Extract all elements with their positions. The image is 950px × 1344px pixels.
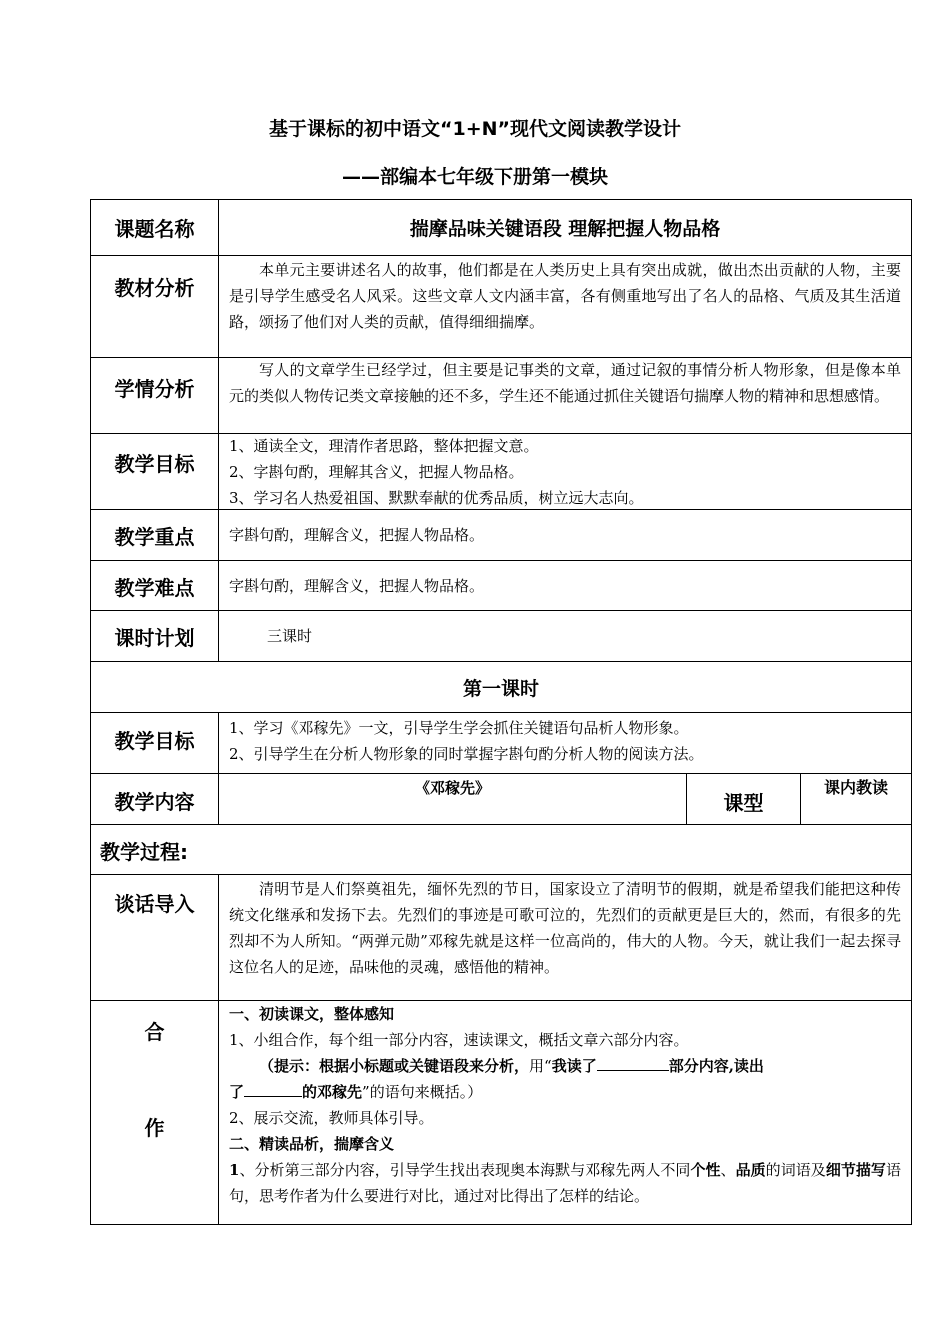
intro-label: 谈话导入 xyxy=(114,891,195,916)
document-subtitle: ——部编本七年级下册第一模块 xyxy=(341,166,608,188)
coop-label-1: 合 xyxy=(144,1019,165,1044)
document-title: 基于课标的初中语文“1+N”现代文阅读教学设计 xyxy=(268,118,682,140)
schedule-label: 课时计划 xyxy=(114,625,195,650)
focus-text: 字斟句酌，理解含义，把握人物品格。 xyxy=(229,526,485,544)
difficulty-text: 字斟句酌，理解含义，把握人物品格。 xyxy=(229,577,485,595)
topic-label: 课题名称 xyxy=(114,217,195,241)
coop-content xyxy=(219,1001,911,1209)
difficulty-label: 教学难点 xyxy=(114,575,195,600)
content-label: 教学内容 xyxy=(114,789,195,814)
process-label: 教学过程: xyxy=(100,839,188,864)
goal-item: 3、学习名人热爱祖国、默默奉献的优秀品质，树立远大志向。 xyxy=(229,489,644,507)
goal-item: 1、通读全文，理清作者思路，整体把握文意。 xyxy=(229,437,539,455)
fill-blank-2 xyxy=(244,1095,302,1097)
coop-heading-1: 一、初读课文，整体感知 xyxy=(229,1005,395,1023)
goals-list xyxy=(219,433,911,511)
students-text: 写人的文章学生已经学过，但主要是记事类的文章，通过记叙的事情分析人物形象，但是像本单元的类似人物传记类文章接触的还不多，学生还不能通过抓住关键语句揣摩人物的精神和思想感情。 xyxy=(229,361,901,405)
material-label: 教材分析 xyxy=(114,275,195,300)
intro-text: 清明节是人们祭奠祖先，缅怀先烈的节日，国家设立了清明节的假期，就是希望我们能把这种传统文化继承和发扬下去。先烈们的事迹是可歌可泣的，先烈们的贡献更是巨大的，然而，有很多的先烈却不为人所知。“两弹元勋”邓稼先就是这样一位高尚的，伟大的人物。今天，就让我们一起去探寻这位名人的足迹，品味他的灵魂，感悟他的精神。 xyxy=(229,880,901,976)
coop-hint-cont: 了 的邓稼先”的语句来概括。） xyxy=(229,1083,483,1101)
coop-step-1: 1、小组合作，每个组一部分内容，速读课文，概括文章六部分内容。 xyxy=(229,1031,689,1049)
topic-value: 揣摩品味关键语段 理解把握人物品格 xyxy=(409,218,721,240)
type-label: 课型 xyxy=(723,790,764,815)
lesson-goals-label: 教学目标 xyxy=(114,728,195,753)
fill-blank-1 xyxy=(597,1069,669,1071)
content-value: 《邓稼先》 xyxy=(414,779,490,797)
goals-label: 教学目标 xyxy=(114,451,195,476)
coop-hint: （提示：根据小标题或关键语段来分析，用“我读了 部分内容,读出 xyxy=(259,1057,764,1075)
coop-step-2: 2、展示交流，教师具体引导。 xyxy=(229,1109,434,1127)
lesson-goal-item: 2、引导学生在分析人物形象的同时掌握字斟句酌分析人物的阅读方法。 xyxy=(229,745,704,763)
coop-label-2: 作 xyxy=(144,1115,165,1140)
type-value: 课内教读 xyxy=(823,778,888,797)
schedule-text: 三课时 xyxy=(267,627,313,645)
focus-label: 教学重点 xyxy=(114,524,195,549)
goal-item: 2、字斟句酌，理解其含义，把握人物品格。 xyxy=(229,463,524,481)
students-label: 学情分析 xyxy=(114,376,195,401)
lesson-goals-list xyxy=(219,715,911,767)
material-text: 本单元主要讲述名人的故事，他们都是在人类历史上具有突出成就，做出杰出贡献的人物，主要是引导学生感受名人风采。这些文章人文内涵丰富，各有侧重地写出了名人的品格、气质及其生活道路，颂扬了他们对人类的贡献，值得细细揣摩。 xyxy=(229,261,901,331)
lesson-goal-item: 1、学习《邓稼先》一文，引导学生学会抓住关键语句品析人物形象。 xyxy=(229,719,689,737)
lesson-heading: 第一课时 xyxy=(462,677,539,700)
coop-heading-2: 二、精读品析，揣摩含义 xyxy=(229,1135,395,1153)
coop-step-3: 1、分析第三部分内容，引导学生找出表现奥本海默与邓稼先两人不同个性、品质的词语及细节描写语句，思考作者为什么要进行对比，通过对比得出了怎样的结论。 xyxy=(229,1161,901,1205)
